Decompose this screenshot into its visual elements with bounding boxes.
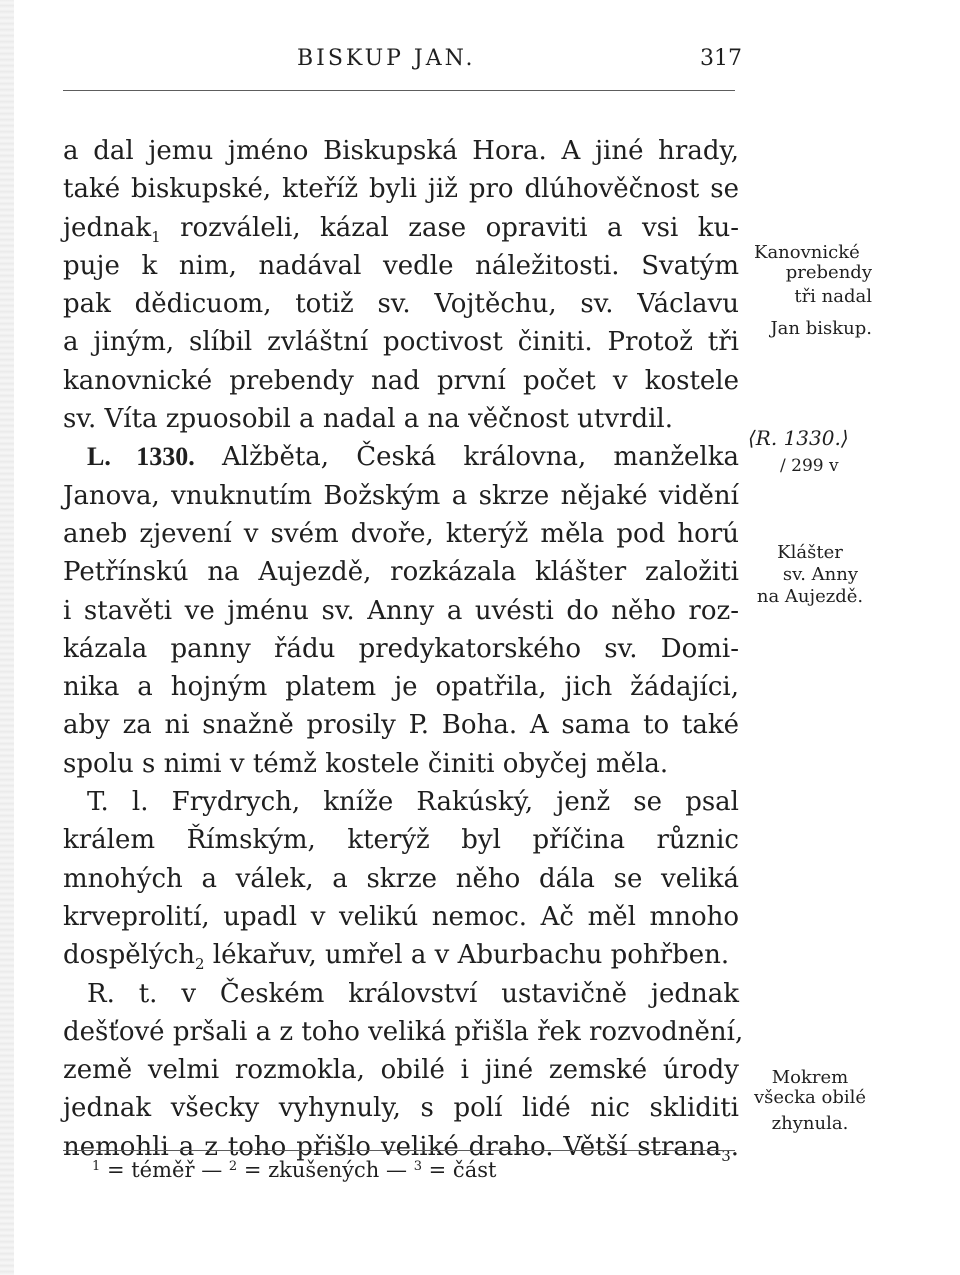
- text-segment: rozváleli, kázal zase opraviti a vsi ku-: [160, 212, 739, 243]
- text-line: i stavěti ve jménu sv. Anny a uvésti do něho roz-: [63, 595, 739, 626]
- text-line: aby za ni snažně prosily P. Boha. A sama to také: [63, 710, 739, 741]
- footnote-rule: [63, 1150, 735, 1151]
- margin-note-klaster: [748, 543, 872, 607]
- margin-note-line: Klášter: [777, 542, 843, 563]
- footnote-marker: 1: [151, 227, 161, 246]
- running-head: [0, 44, 960, 84]
- margin-note-line: Kanovnické: [754, 242, 860, 263]
- footnote-number: 3: [413, 1159, 422, 1174]
- year-label: L. 1330.: [87, 442, 195, 472]
- footnote-number: 2: [228, 1159, 238, 1174]
- text-segment: dospělých: [63, 940, 195, 971]
- text-line: pak dědicuom, totiž sv. Vojtěchu, sv. Václavu: [63, 289, 739, 320]
- text-line: nika a hojným platem je opatřila, jich žádajíci,: [63, 672, 739, 703]
- text-line: mnohých a válek, a skrze něho dála se veliká: [63, 863, 739, 894]
- text-segment: nemohli a z toho přišlo veliké draho. Větší strana: [63, 1131, 722, 1162]
- margin-note-kanovnicke: [748, 243, 872, 339]
- footnote-separator: —: [386, 1158, 407, 1182]
- text-line: také biskupské, kteříž byli již pro dlúhověčnost se: [63, 174, 739, 205]
- footnote-marker: 2: [194, 955, 205, 974]
- margin-note-reference: [748, 428, 872, 476]
- margin-note-line: tři nadal: [794, 286, 872, 307]
- body-text: [63, 132, 744, 1166]
- text-line: kanovnické prebendy nad první počet v kostele: [63, 365, 739, 396]
- text-line: spolu s nimi v témž kostele činiti obyčej měla.: [63, 748, 669, 779]
- margin-note-line: všecka obilé: [753, 1087, 867, 1108]
- margin-note-mokrem: [748, 1068, 872, 1134]
- text-line: dešťové pršali a z toho veliká přišla řek rozvodnění,: [63, 1016, 744, 1047]
- margin-note-line: sv. Anny: [782, 564, 858, 585]
- footnote-separator: —: [201, 1158, 223, 1182]
- page-number: 317: [700, 46, 742, 71]
- text-line: [63, 438, 739, 476]
- text-line: R. t. v Českém království ustavičně jednak: [87, 978, 739, 1009]
- footnote-marker: 3: [721, 1146, 731, 1165]
- footnote-text: = zkušených: [243, 1158, 380, 1182]
- text-line: země velmi rozmokla, obilé i jiné zemské úrody: [63, 1055, 739, 1086]
- running-title: BISKUP JAN.: [297, 46, 476, 71]
- text-segment: jednak: [63, 212, 152, 243]
- text-line: kázala panny řádu predykatorského sv. Domi-: [63, 633, 739, 664]
- text-line: [63, 209, 739, 247]
- text-line: a dal jemu jméno Biskupská Hora. A jiné hrady,: [63, 136, 739, 166]
- text-line: Petřínskú na Aujezdě, rozkázala klášter založiti: [63, 557, 739, 588]
- text-segment: .: [730, 1131, 739, 1162]
- text-line: krveprolití, upadl v velikú nemoc. Ač měl mnoho: [63, 901, 739, 932]
- reference-year: ⟨R. 1330.⟩: [748, 426, 849, 450]
- text-line: [63, 936, 739, 974]
- header-rule: [63, 90, 735, 91]
- footnotes: [92, 1153, 496, 1184]
- text-line: Janova, vnuknutím Božským a skrze nějaké vidění: [63, 480, 739, 511]
- margin-note-line: Jan biskup.: [770, 318, 872, 339]
- margin-note-line: Mokrem: [771, 1067, 849, 1088]
- text-line: a jiným, slíbil zvláštní poctivost činiti. Protož tři: [63, 327, 739, 358]
- footnote-text: = téměř: [106, 1158, 195, 1182]
- footnote-number: 1: [92, 1159, 101, 1174]
- text-line: králem Římským, kterýž byl příčina různic: [63, 825, 739, 856]
- margin-note-line: na Aujezdě.: [756, 586, 864, 607]
- text-line: sv. Víta zpuosobil a nadal a na věčnost utvrdil.: [63, 404, 674, 435]
- margin-note-line: prebendy: [785, 262, 872, 283]
- page-edge-shadow: [0, 0, 14, 1275]
- text-line: aneb zjevení v svém dvoře, kterýž měla pod horú: [63, 518, 739, 549]
- text-segment: lékařuv, umřel a v Aburbachu pohřben.: [204, 940, 730, 971]
- margin-note-line: zhynula.: [771, 1113, 849, 1134]
- text-line: T. l. Frydrych, kníže Rakúský, jenž se psal: [87, 787, 739, 818]
- footnote-text: = část: [428, 1158, 497, 1182]
- text-line: jednak všecky vyhynuly, s polí lidé nic skliditi: [63, 1093, 739, 1124]
- text-line: puje k nim, nadával vedle náležitosti. Svatým: [63, 250, 739, 281]
- text-segment: Alžběta, Česká královna, manželka: [194, 442, 739, 473]
- reference-page: / 299 v: [780, 456, 839, 476]
